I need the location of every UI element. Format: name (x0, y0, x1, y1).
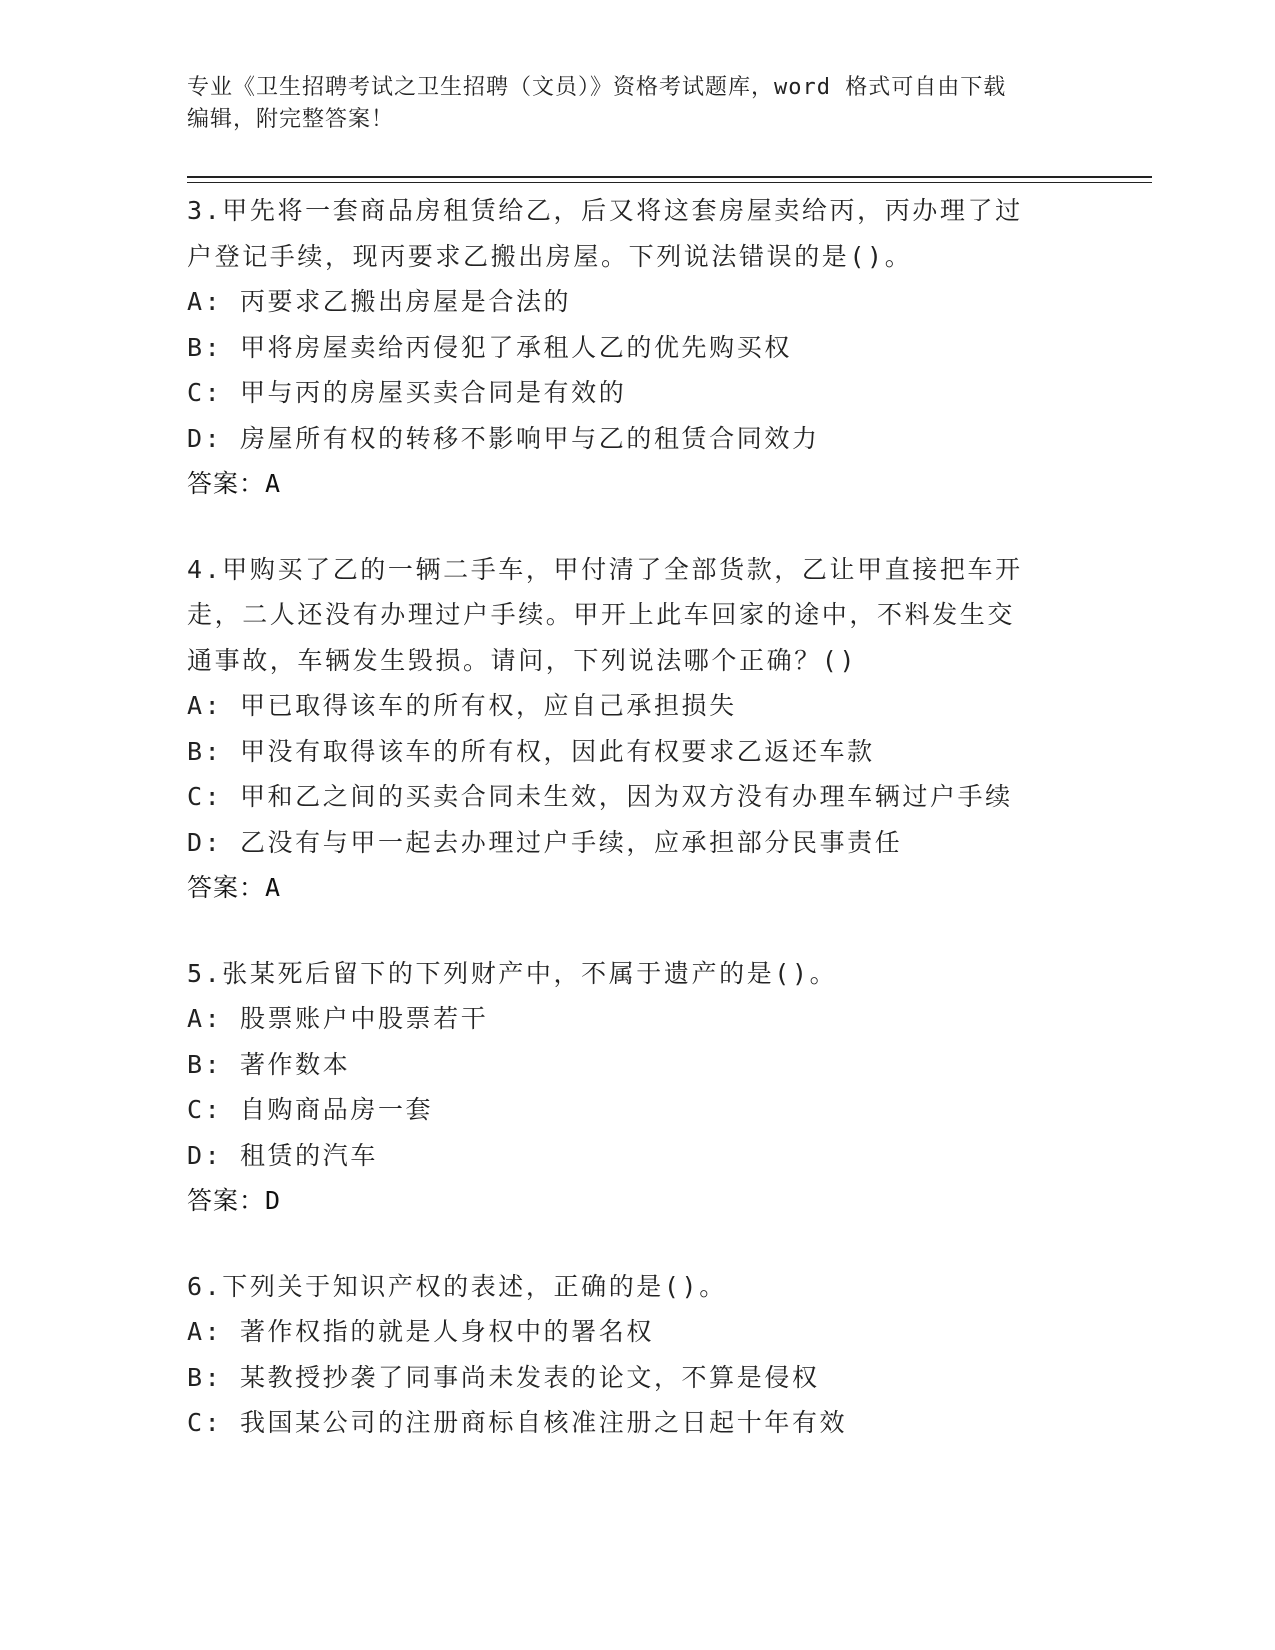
answer-line: 答案：D (187, 1186, 282, 1215)
question-stem (187, 188, 1087, 279)
option-c: C: 我国某公司的注册商标自核准注册之日起十年有效 (187, 1408, 848, 1437)
option-a: A: 丙要求乙搬出房屋是合法的 (187, 287, 572, 316)
stem-line: 走，二人还没有办理过户手续。甲开上此车回家的途中，不料发生交 (187, 600, 1016, 629)
option-c: C: 甲和乙之间的买卖合同未生效，因为双方没有办理车辆过户手续 (187, 782, 1013, 811)
option-a: A: 著作权指的就是人身权中的署名权 (187, 1317, 654, 1346)
stem-line: 3.甲先将一套商品房租赁给乙，后又将这套房屋卖给丙，丙办理了过 (187, 196, 1023, 225)
question-5 (187, 951, 1087, 1224)
question-4 (187, 547, 1087, 911)
option-b: B: 甲没有取得该车的所有权，因此有权要求乙返还车款 (187, 736, 875, 766)
question-stem (187, 547, 1087, 684)
question-stem (187, 1264, 1087, 1310)
answer-line: 答案：A (187, 469, 282, 498)
question-3 (187, 188, 1087, 507)
option-b: B: 某教授抄袭了同事尚未发表的论文，不算是侵权 (187, 1362, 820, 1392)
option-b: B: 甲将房屋卖给丙侵犯了承租人乙的优先购买权 (187, 332, 792, 362)
stem-line: 4.甲购买了乙的一辆二手车，甲付清了全部货款，乙让甲直接把车开 (187, 554, 1023, 584)
header-line: 专业《卫生招聘考试之卫生招聘（文员）》资格考试题库，word 格式可自由下载 (187, 75, 1007, 100)
question-list (187, 188, 1087, 1486)
option-a: A: 甲已取得该车的所有权，应自己承担损失 (187, 691, 737, 720)
option-b: B: 著作数本 (187, 1049, 351, 1079)
document-header (187, 72, 1087, 136)
header-divider-thin (187, 182, 1152, 183)
option-c: C: 自购商品房一套 (187, 1095, 434, 1124)
option-a: A: 股票账户中股票若干 (187, 1004, 489, 1033)
option-d: D: 房屋所有权的转移不影响甲与乙的租赁合同效力 (187, 423, 820, 453)
question-6 (187, 1264, 1087, 1446)
stem-line: 5.张某死后留下的下列财产中，不属于遗产的是()。 (187, 958, 838, 988)
header-line: 编辑，附完整答案！ (187, 107, 395, 132)
stem-line: 6.下列关于知识产权的表述，正确的是()。 (187, 1271, 727, 1301)
header-divider (187, 176, 1152, 178)
stem-line: 户登记手续，现丙要求乙搬出房屋。下列说法错误的是()。 (187, 241, 913, 271)
question-stem (187, 951, 1087, 997)
answer-line: 答案：A (187, 873, 282, 902)
option-d: D: 乙没有与甲一起去办理过户手续，应承担部分民事责任 (187, 827, 903, 857)
stem-line: 通事故，车辆发生毁损。请问，下列说法哪个正确？() (187, 645, 858, 675)
option-c: C: 甲与丙的房屋买卖合同是有效的 (187, 378, 627, 407)
option-d: D: 租赁的汽车 (187, 1140, 378, 1170)
